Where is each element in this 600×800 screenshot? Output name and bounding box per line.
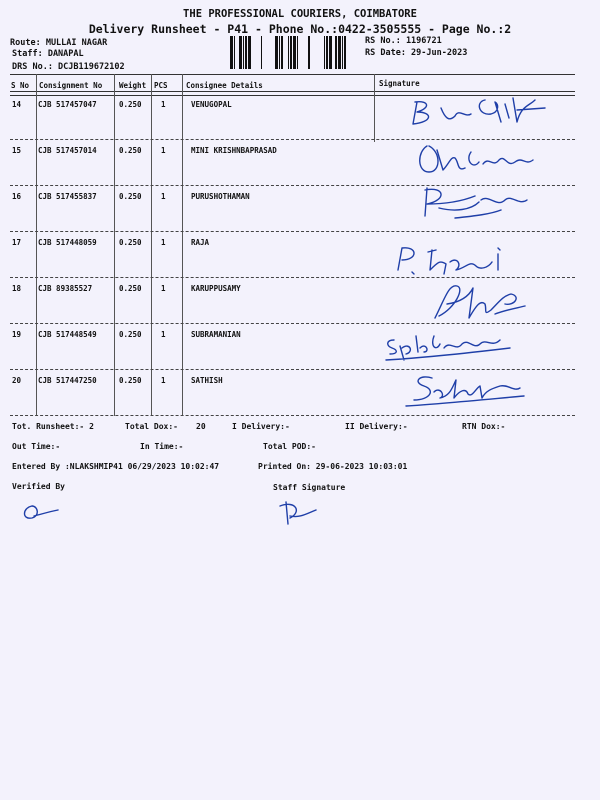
total-runsheet: Tot. Runsheet:- 2 [12, 422, 94, 431]
row-consignment: CJB 517448059 [38, 238, 97, 247]
row-weight: 0.250 [119, 146, 142, 155]
row-consignment: CJB 89385527 [38, 284, 93, 293]
company-title: THE PROFESSIONAL COURIERS, COIMBATORE [183, 8, 417, 20]
row-consignment: CJB 517447250 [38, 376, 97, 385]
row-consignee: SATHISH [191, 376, 223, 385]
row-weight: 0.250 [119, 192, 142, 201]
row-pcs: 1 [161, 330, 166, 339]
row-sno: 14 [12, 100, 22, 109]
barcode-bar [275, 36, 278, 69]
table-top-rule [10, 74, 575, 75]
total-dox-value: 20 [196, 422, 206, 431]
row-weight: 0.250 [119, 330, 142, 339]
row-consignment: CJB 517457047 [38, 100, 97, 109]
row-separator [10, 231, 575, 232]
row-consignee: PURUSHOTHAMAN [191, 192, 250, 201]
signature-drawing [380, 322, 520, 362]
ii-delivery: II Delivery:- [345, 422, 408, 431]
runsheet-subtitle: Delivery Runsheet - P41 - Phone No.:0422-3505555 - Page No.:2 [88, 22, 512, 36]
barcode-bar [308, 36, 310, 69]
col-header-signature: Signature [379, 79, 420, 88]
barcode-bar [342, 36, 343, 69]
row-pcs: 1 [161, 100, 166, 109]
col-divider [36, 74, 37, 416]
row-weight: 0.250 [119, 284, 142, 293]
row-pcs: 1 [161, 146, 166, 155]
col-header-sno: S No [11, 81, 30, 90]
barcode-bar [293, 36, 296, 69]
row-consignee: VENUGOPAL [191, 100, 232, 109]
signature-drawing [425, 278, 535, 326]
barcode-bar [288, 36, 289, 69]
rs-date: RS Date: 29-Jun-2023 [365, 48, 468, 58]
total-pod: Total POD:- [263, 442, 316, 451]
row-pcs: 1 [161, 376, 166, 385]
row-weight: 0.250 [119, 238, 142, 247]
barcode-bar [338, 36, 341, 69]
col-header-pcs: PCS [154, 81, 168, 90]
route-text: Route: MULLAI NAGAR [10, 38, 108, 48]
signature-drawing [400, 366, 530, 410]
verified-by-label: Verified By [12, 482, 65, 491]
barcode-bar [344, 36, 346, 69]
row-pcs: 1 [161, 284, 166, 293]
in-time: In Time:- [140, 442, 184, 451]
col-header-weight: Weight [119, 81, 147, 90]
row-pcs: 1 [161, 192, 166, 201]
row-consignee: MINI KRISHNBAPRASAD [191, 146, 277, 155]
barcode-bar [290, 36, 292, 69]
col-header-consignee: Consignee Details [186, 81, 263, 90]
row-consignment: CJB 517448549 [38, 330, 97, 339]
barcode-bar [243, 36, 244, 69]
staff-text: Staff: DANAPAL [12, 49, 84, 59]
row-separator [10, 415, 575, 416]
col-divider [374, 74, 375, 142]
row-sno: 17 [12, 238, 22, 247]
rs-number: RS No.: 1196721 [365, 36, 442, 46]
printed-on: Printed On: 29-06-2023 10:03:01 [258, 462, 408, 471]
row-consignment: CJB 517457014 [38, 146, 97, 155]
rtn-dox: RTN Dox:- [462, 422, 506, 431]
signature-drawing [415, 182, 555, 222]
barcode-bar [230, 36, 233, 69]
col-divider [182, 74, 183, 416]
barcode-bar [326, 36, 328, 69]
row-sno: 15 [12, 146, 22, 155]
signature-drawing [388, 240, 518, 280]
barcode [230, 36, 358, 69]
barcode-bar [281, 36, 283, 69]
barcode-bar [329, 36, 332, 69]
barcode-bar [335, 36, 337, 69]
col-divider [114, 74, 115, 416]
row-consignee: SUBRAMANIAN [191, 330, 241, 339]
drs-number: DRS No.: DCJB119672102 [12, 62, 125, 72]
row-pcs: 1 [161, 238, 166, 247]
col-divider [151, 74, 152, 416]
entered-by: Entered By :NLAKSHMIP41 06/29/2023 10:02:47 [12, 462, 220, 471]
staff-signature-drawing [276, 498, 322, 528]
staff-signature-label: Staff Signature [273, 483, 346, 492]
row-consignment: CJB 517455837 [38, 192, 97, 201]
signature-drawing [415, 138, 555, 184]
row-consignee: RAJA [191, 238, 210, 247]
row-sno: 18 [12, 284, 22, 293]
signature-drawing [405, 92, 555, 132]
row-weight: 0.250 [119, 376, 142, 385]
row-weight: 0.250 [119, 100, 142, 109]
total-dox-label: Total Dox:- [125, 422, 178, 431]
barcode-bar [261, 36, 262, 69]
row-consignee: KARUPPUSAMY [191, 284, 241, 293]
barcode-bar [297, 36, 298, 69]
row-sno: 16 [12, 192, 22, 201]
barcode-bar [245, 36, 247, 69]
barcode-bar [234, 36, 235, 69]
out-time: Out Time:- [12, 442, 61, 451]
barcode-bar [239, 36, 242, 69]
i-delivery: I Delivery:- [232, 422, 290, 431]
col-header-consignment: Consignment No [39, 81, 103, 90]
row-sno: 19 [12, 330, 22, 339]
barcode-bar [248, 36, 251, 69]
row-sno: 20 [12, 376, 22, 385]
barcode-bar [279, 36, 280, 69]
barcode-bar [324, 36, 325, 69]
verifier-initials-drawing [18, 498, 64, 524]
